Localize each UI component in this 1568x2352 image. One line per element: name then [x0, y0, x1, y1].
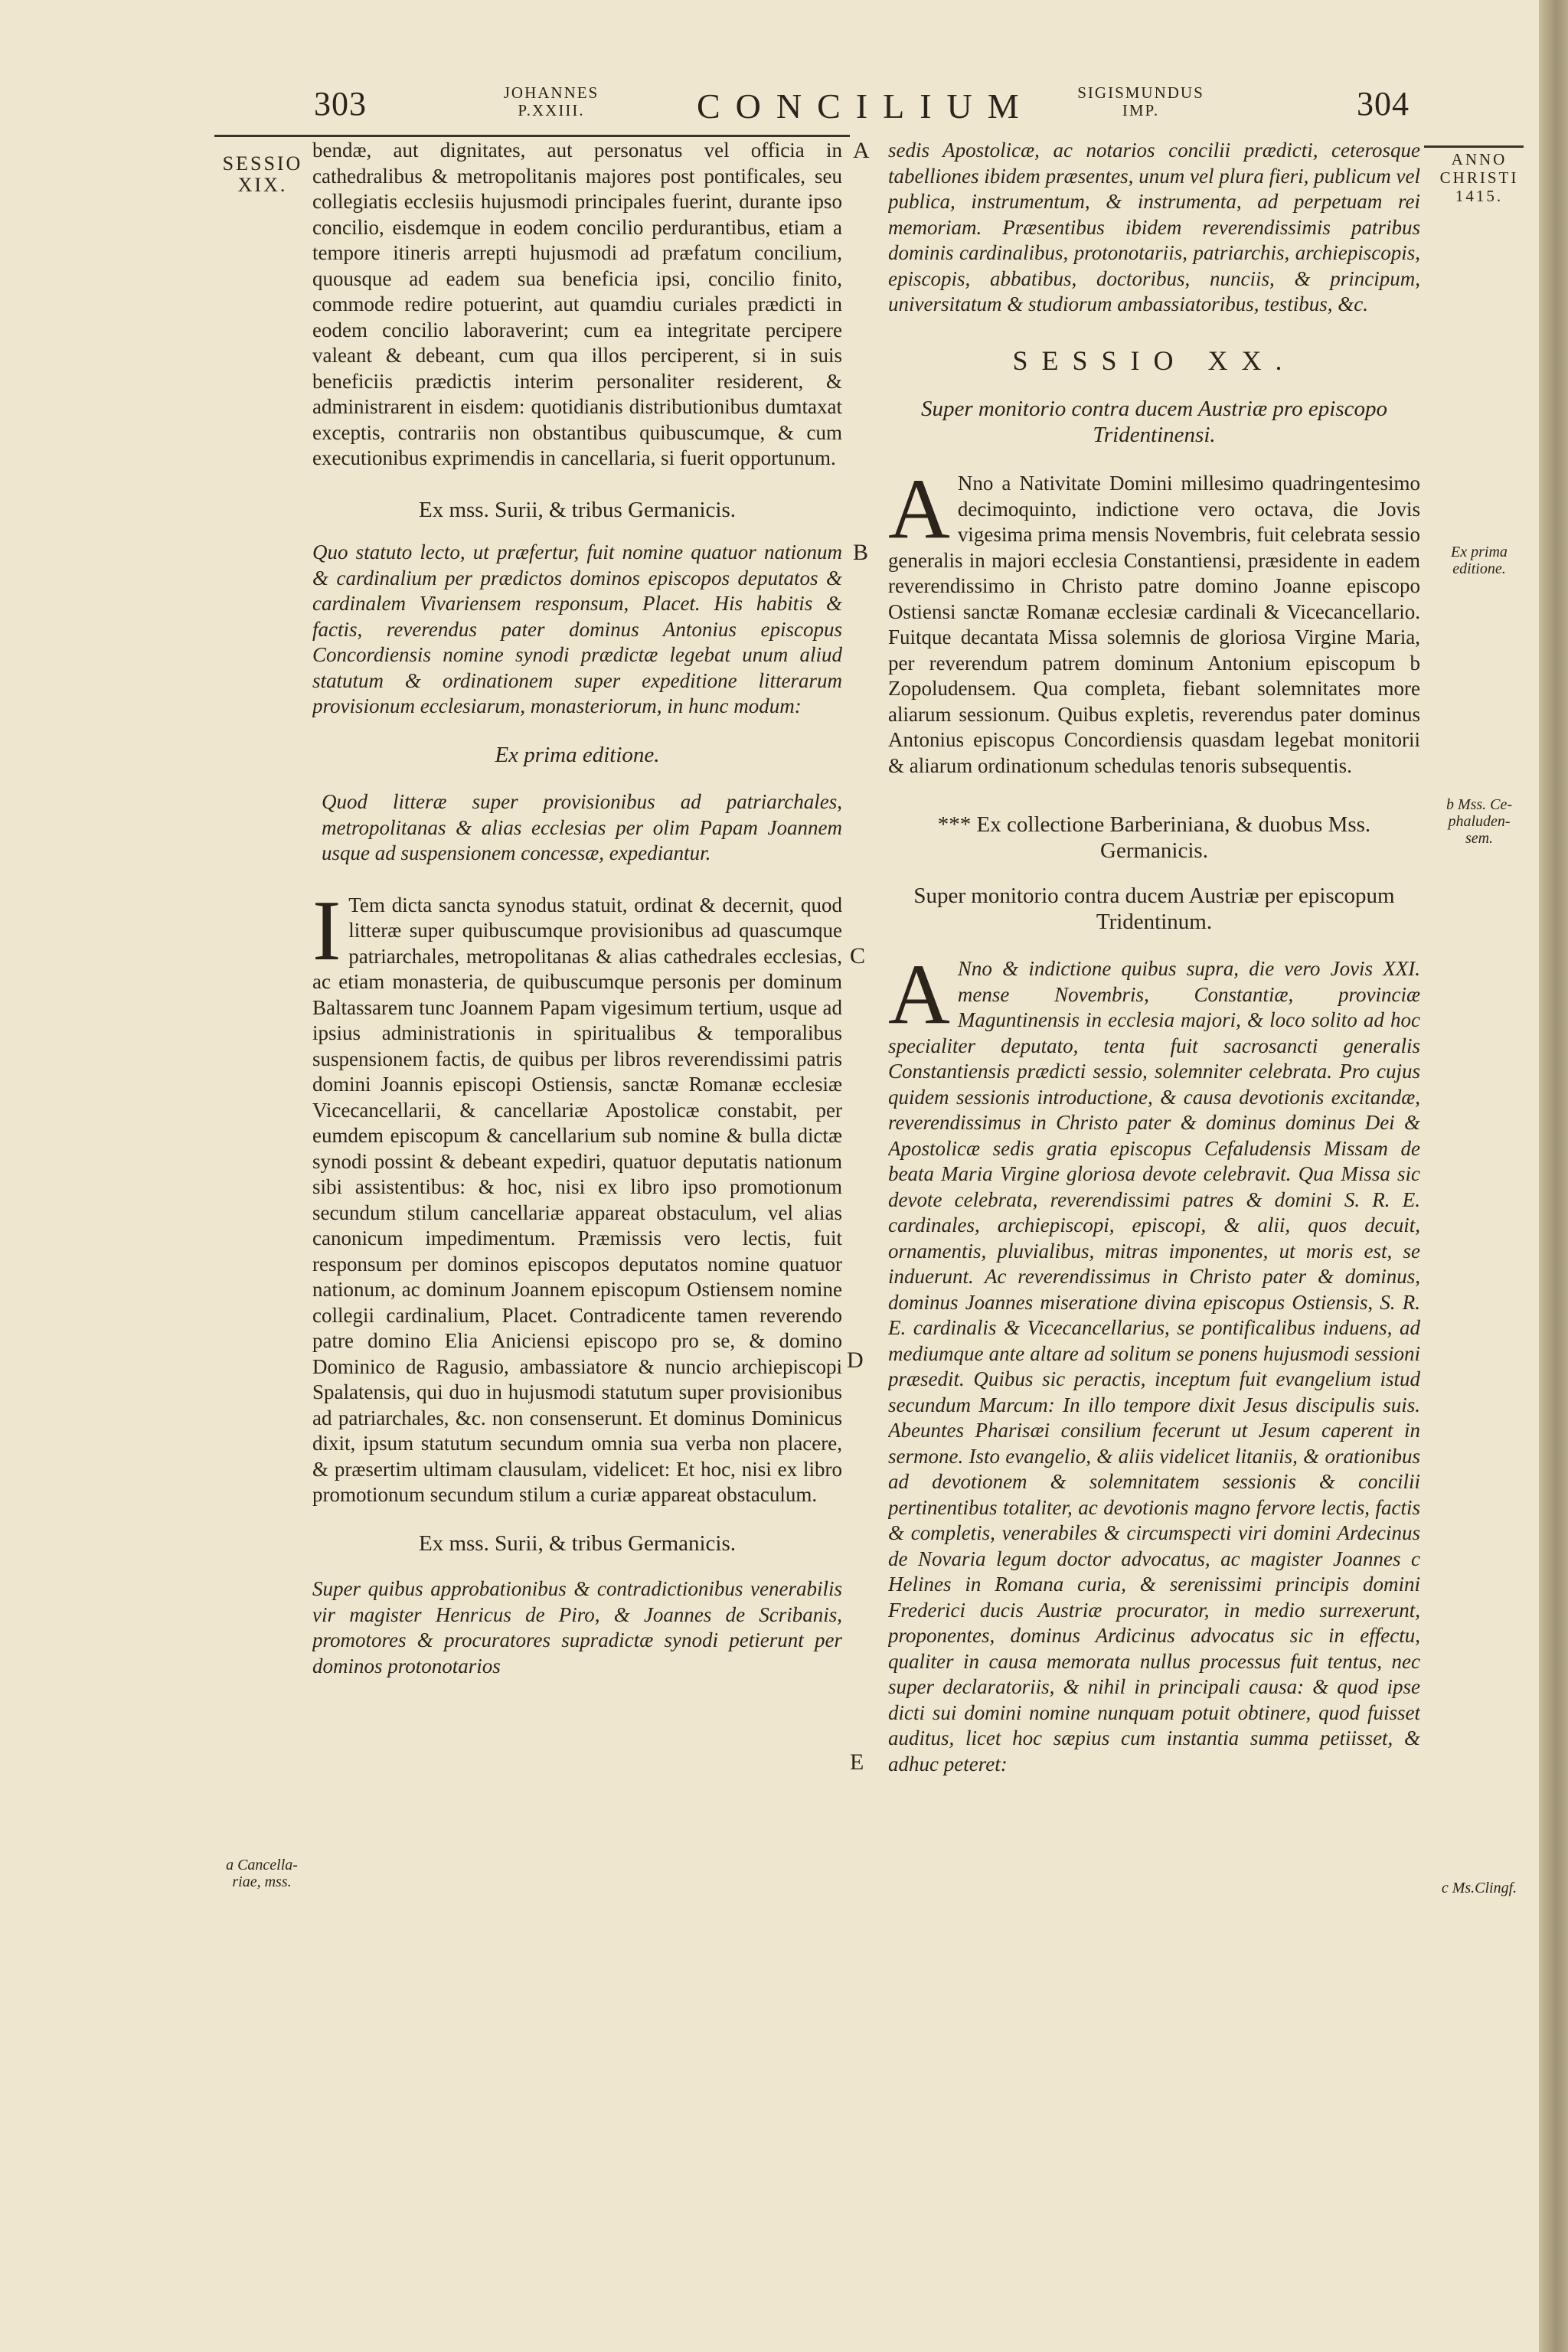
pope-number: P.XXIII.	[518, 101, 585, 119]
margin-prima-line1: Ex prima	[1451, 544, 1508, 560]
left-drop-cap: I	[312, 883, 341, 978]
left-rubric: Quod litteræ super provisionibus ad patriarchales, metropolitanas & alias ecclesias per olim Papam Joannem usque ad suspensionem concessæ, expediantur.	[322, 790, 842, 864]
right-paragraph-2	[888, 462, 1420, 779]
right-drop-cap-2: A	[888, 947, 950, 1042]
left-running-label	[490, 84, 612, 119]
section-letter-a: A	[853, 138, 870, 163]
margin-note-b-line2: phaluden-	[1448, 813, 1511, 830]
margin-sessio-xix: SESSIO XIX.	[222, 152, 303, 196]
right-heading-monitorio: Super monitorio contra ducem Austriæ per episcopum Tridentinum.	[913, 884, 1395, 934]
right-paragraph-1: sedis Apostolicæ, ac notarios concilii prædicti, ceterosque tabelliones ibidem præsentes, unum vel plura fieri, publicum vel publica, instrumentum, & instrumenta, ad perpetuam rei memoriam. Præsentibus ibidem reverendissimis patribus dominis cardinalibus, protonotariis, patriarchis, archiepiscopis, episcopis, abbatibus, doctoribus, nunciis, & principum, universitatum & studiorum ambassiatoribus, testibus, &c.	[888, 139, 1420, 315]
running-title: CONCILIUM	[697, 87, 1034, 126]
margin-note-a-line2: riae, mss.	[232, 1873, 292, 1890]
left-paragraph-4: Super quibus approbationibus & contradictionibus venerabilis vir magister Henricus de Piro, & Joannes de Scribanis, promotores & procuratores supradictæ synodi petierunt per dominos protonotarios	[312, 1577, 842, 1677]
right-running-label	[1064, 84, 1217, 119]
margin-anno: ANNO	[1451, 150, 1508, 168]
pope-name: JOHANNES	[503, 83, 599, 102]
left-paragraph-1: bendæ, aut dignitates, aut personatus vel officia in cathedralibus & metropolitanis majores post pontificales, seu collegiatis ecclesiis hujusmodi principales fuerint, durante ipso concilio, eisdemque in eodem concilio perdurantibus, etiam a tempore itineris arrepti hujusmodi ad præfatum concilium, quousque ad eadem sua beneficia ipsi, concilio finito, commode redire potuerint, aut quamdiu curiales prædicti in eodem concilio laboraverint; cum ea integritate percipere valeant & debeant, cum qua illos perciperent, si in suis beneficiis prædictis interim personaliter residerent, & administrarent in eisdem: quotidianis distributionibus dumtaxat exceptis, contrariis non obstantibus quibuscumque, & cum executionibus exprimendis in cancellaria, si fuerit opportunum.	[312, 139, 842, 469]
right-drop-cap-1: A	[888, 462, 950, 557]
book-gutter	[1539, 0, 1568, 2352]
left-heading-prima-editione: Ex prima editione.	[495, 742, 660, 767]
emperor-title: IMP.	[1122, 101, 1160, 119]
margin-note-a	[208, 1857, 315, 1890]
right-paragraph-3-text: Nno & indictione quibus supra, die vero Jovis XXI. mense Novembris, Constantiæ, provinciæ Maguntinensis in ecclesia majori, & loco solito ad hoc specialiter deputato, tenta fuit sacrosancti generalis Constantiensis prædicti sessio, solemniter celebrata. Pro cujus quidem sessionis introductione, & causa devotionis excitandæ, reverendissimus in Christo pater & dominus dominus Dei & Apostolicæ sedis gratia episcopus Cefaludensis Missam de beata Maria Virgine gloriosa devote celebravit. Qua Missa sic devote celebrata, reverendissimi patres & domini S. R. E. cardinales, archiepiscopi, episcopi, & alii, quos decuit, ornamentis, pluvialibus, mitras imponentes, ut moris est, se induerunt. Ac reverendissimus in Christo pater & dominus, dominus Joannes miseratione divina episcopus Ostiensis, S. R. E. cardinalis & Vicecancellarius, se pontificalibus induens, ad mediumque ante altare ad solitum se ponens hujusmodi sessioni præsedit. Quibus sic peractis, inceptum fuit evangelium istud secundum Marcum: In illo tempore dixit Jesus discipulis suis. Abeuntes Pharisæi consilium fecerunt ut Jesum caperent in sermone. Isto evangelio, & aliis videlicet litaniis, & orationibus ad devotionem & solemnitatem sessionis & concilii pertinentibus totaliter, ac devotionis magno fervore lectis, factis & completis, venerabiles & circumspecti viri domini Ardecinus de Novaria legum doctor advocatus, ac magister Joannes c Helines in Romana curia, & serenissimi principis domini Frederici ducis Austriæ procurator, in medio surrexerunt, proponentes, dominus Ardicinus advocatus sic in effectu, qualiter in causa memorata nullus processus fuit tentus, nec super declaratoriis, & nihil in principali causa: & quod ipse dicti sui domini nomine nunquam potuit obtinere, quod fuisset auditus, licet hoc sæpius cum instantia summa petiisset, & adhuc peteret:	[888, 957, 1420, 1775]
session-title: SESSIO XX.	[1012, 345, 1296, 376]
section-letter-d: D	[847, 1348, 864, 1373]
margin-year: 1415.	[1455, 187, 1504, 205]
left-heading-surii-1: Ex mss. Surii, & tribus Germanicis.	[418, 497, 737, 522]
left-paragraph-2: Quo statuto lecto, ut præfertur, fuit nomine quatuor nationum & cardinalium per prædictos dominos episcopos deputatos & cardinalem Vivariensem responsum, Placet. His habitis & factis, reverendus pater dominus Antonius episcopus Concordiensis nomine synodi prædictæ legebat unum aliud statutum & ordinationem super expeditione litterarum provisionum ecclesiarum, monasteriorum, in hunc modum:	[312, 541, 842, 717]
left-text-column	[312, 138, 842, 2136]
section-letter-c: C	[850, 943, 866, 969]
margin-prima-line2: editione.	[1452, 560, 1506, 577]
header-rule-left	[214, 135, 850, 137]
left-paragraph-3	[312, 883, 842, 1508]
margin-anno-christi	[1426, 150, 1533, 205]
right-heading-barberiniana: *** Ex collectione Barberiniana, & duobus Mss. Germanicis.	[937, 812, 1371, 863]
margin-prima-editione	[1426, 544, 1533, 577]
left-heading-surii-2: Ex mss. Surii, & tribus Germanicis.	[418, 1530, 737, 1556]
section-letter-e: E	[850, 1749, 864, 1775]
margin-note-b-line1: b Mss. Ce-	[1446, 796, 1513, 813]
header-rule-right	[1424, 145, 1524, 148]
margin-note-b	[1426, 796, 1533, 847]
margin-note-a-line1: a Cancella-	[226, 1857, 298, 1873]
right-text-column	[888, 138, 1420, 2136]
section-letter-b: B	[853, 540, 869, 565]
right-paragraph-3	[888, 947, 1420, 1777]
left-paragraph-3-text: Tem dicta sancta synodus statuit, ordinat & decernit, quod litteræ super quibuscumque provisionibus ad quascumque patriarchales, metropolitanas & alias cathedrales ecclesias, ac etiam monasteria, de quibuscumque personis per dominum Baltassarem tunc Joannem Papam vigesimum tertium, usque ad ipsius administrationis in spiritualibus & temporalibus suspensionem factis, de quibus per libros reverendissimi patris domini Joannis episcopi Ostiensis, sanctæ Romanæ ecclesiæ Vicecancellarii, & cancellariæ Apostolicæ constabit, per eumdem episcopum & cancellarium sub nomine & bulla dictæ synodi possint & debeant expediri, quatuor deputatis nationum sibi assistentibus: & hoc, nisi ex libro ipso promotionum secundum stilum cancellariæ appareat obstaculum, vel alias canonicum impedimentum. Præmissis vero lectis, fuit responsum per dominos episcopos deputatos nomine quatuor nationum, ac dominum Joannem episcopum Ostiensem nomine collegii cardinalium, Placet. Contradicente tamen reverendo patre domino Elia Aniciensi episcopo pro se, & domino Dominico de Ragusio, ambassiatore & nuncio archiepiscopi Spalatensis, qui duo in hujusmodi statutum super provisionibus ad patriarchales, &c. non consenserunt. Et dominus Dominicus dixit, ipsum statutum secundum omnia sua verba non placere, & præsertim ultimam clausulam, videlicet: Et hoc, nisi ex libro promotionum secundum stilum a curiæ appareat obstaculum.	[312, 893, 842, 1506]
emperor-name: SIGISMUNDUS	[1077, 83, 1204, 102]
margin-note-b-line3: sem.	[1465, 830, 1494, 847]
margin-note-c: c Ms.Clingf.	[1441, 1880, 1517, 1896]
left-page-number: 303	[314, 85, 367, 122]
session-subtitle: Super monitorio contra ducem Austriæ pro episcopo Tridentinensi.	[921, 397, 1387, 447]
right-paragraph-2-text: Nno a Nativitate Domini millesimo quadringentesimo decimoquinto, indictione vero octava, die Jovis vigesima prima mensis Novembris, fuit celebrata sessio generalis in majori ecclesia Constantiensi, præsidente in eadem reverendissimo in Christo patre domino Joanne episcopo Ostiensi sanctæ Romanæ ecclesiæ cardinali & Vicecancellario. Fuitque decantata Missa solemnis de gloriosa Virgine Maria, per reverendum patrem dominum Antonium episcopum b Zopoludensem. Qua completa, fiebant solemnitates more aliarum sessionum. Quibus expletis, reverendus pater dominus Antonius episcopus Concordiensis quasdam legebat monitorii & aliarum ordinationum schedulas tenoris subsequentis.	[888, 472, 1420, 777]
right-page-number: 304	[1357, 85, 1410, 122]
margin-christi: CHRISTI	[1439, 168, 1519, 187]
